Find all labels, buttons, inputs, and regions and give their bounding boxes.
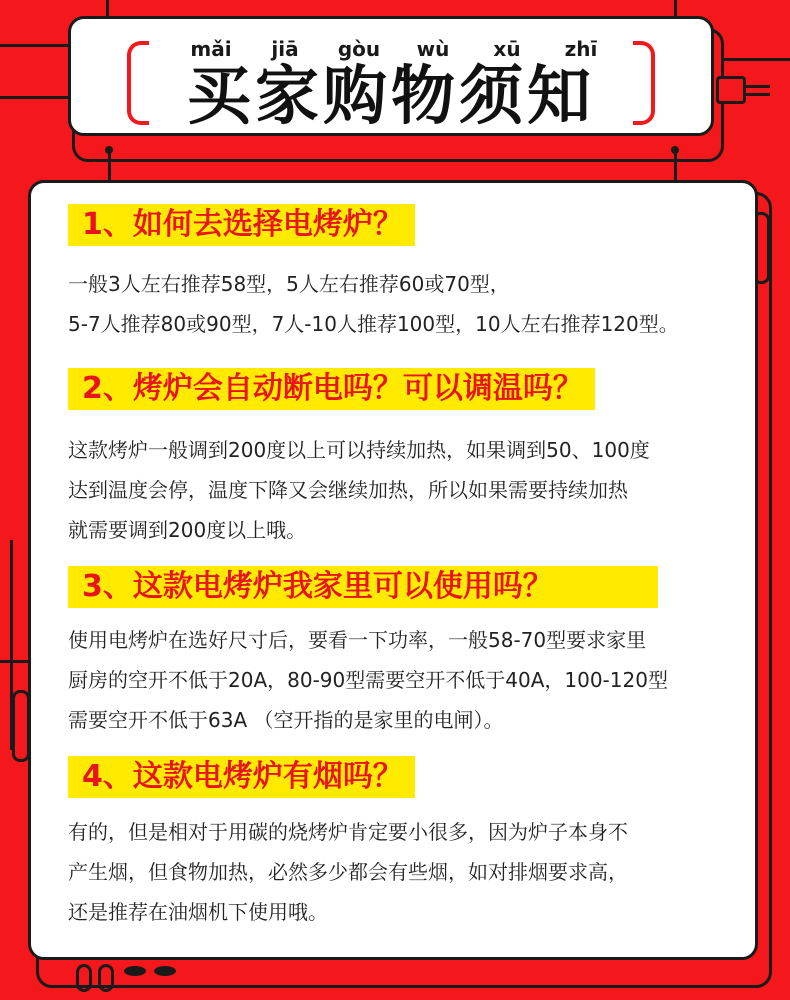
- decor-ring: [98, 964, 114, 992]
- decor-ring: [76, 964, 92, 992]
- connector-line: [108, 150, 111, 184]
- decor-line: [0, 96, 70, 99]
- answer-line: 还是推荐在油烟机下使用哦。: [68, 900, 328, 924]
- connector-hook: [671, 146, 679, 154]
- decor-line: [0, 660, 28, 663]
- faq-answer-2: [68, 430, 748, 550]
- title-card: [68, 16, 714, 136]
- answer-line: 需要空开不低于63A （空开指的是家里的电闸）。: [68, 708, 504, 732]
- plug-pin: [746, 85, 770, 88]
- decor-dot: [154, 966, 176, 976]
- page-title: 买家购物须知: [187, 60, 595, 134]
- decor-dot: [124, 966, 146, 976]
- faq-question-4: 4、这款电烤炉有烟吗？: [68, 756, 415, 798]
- answer-line: 5-7人推荐80或90型，7人-10人推荐100型，10人左右推荐120型。: [68, 312, 679, 336]
- faq-question-3: 3、这款电烤炉我家里可以使用吗？: [68, 566, 658, 608]
- faq-question-1: 1、如何去选择电烤炉？: [68, 204, 415, 246]
- answer-line: 使用电烤炉在选好尺寸后，要看一下功率，一般58-70型要求家里: [68, 628, 647, 652]
- faq-answer-3: [68, 620, 748, 740]
- answer-line: 厨房的空开不低于20A，80-90型需要空开不低于40A，100-120型: [68, 668, 668, 692]
- pinyin-syllable: wù: [416, 37, 450, 61]
- decor-line: [718, 58, 790, 61]
- faq-question-2: 2、烤炉会自动断电吗？可以调温吗？: [68, 368, 595, 410]
- pinyin-syllable: gòu: [337, 37, 381, 61]
- answer-line: 这款烤炉一般调到200度以上可以持续加热，如果调到50、100度: [68, 438, 650, 462]
- plug-icon: [716, 76, 746, 104]
- plug-pin: [746, 93, 770, 96]
- pinyin-syllable: jiā: [271, 37, 299, 61]
- faq-answer-4: [68, 812, 748, 932]
- connector-hook: [105, 146, 113, 154]
- answer-line: 就需要调到200度以上哦。: [68, 518, 307, 542]
- answer-line: 产生烟，但食物加热，必然多少都会有些烟，如对排烟要求高，: [68, 860, 628, 884]
- answer-line: 达到温度会停，温度下降又会继续加热，所以如果需要持续加热: [68, 478, 628, 502]
- pinyin-syllable: mǎi: [190, 37, 232, 61]
- answer-line: 一般3人左右推荐58型，5人左右推荐60或70型，: [68, 272, 510, 296]
- faq-answer-1: [68, 264, 748, 344]
- pinyin-syllable: xū: [493, 37, 521, 61]
- connector-line: [674, 150, 677, 184]
- answer-line: 有的，但是相对于用碳的烧烤炉肯定要小很多，因为炉子本身不: [68, 820, 628, 844]
- pinyin-syllable: zhī: [564, 37, 598, 61]
- decor-line: [0, 44, 70, 47]
